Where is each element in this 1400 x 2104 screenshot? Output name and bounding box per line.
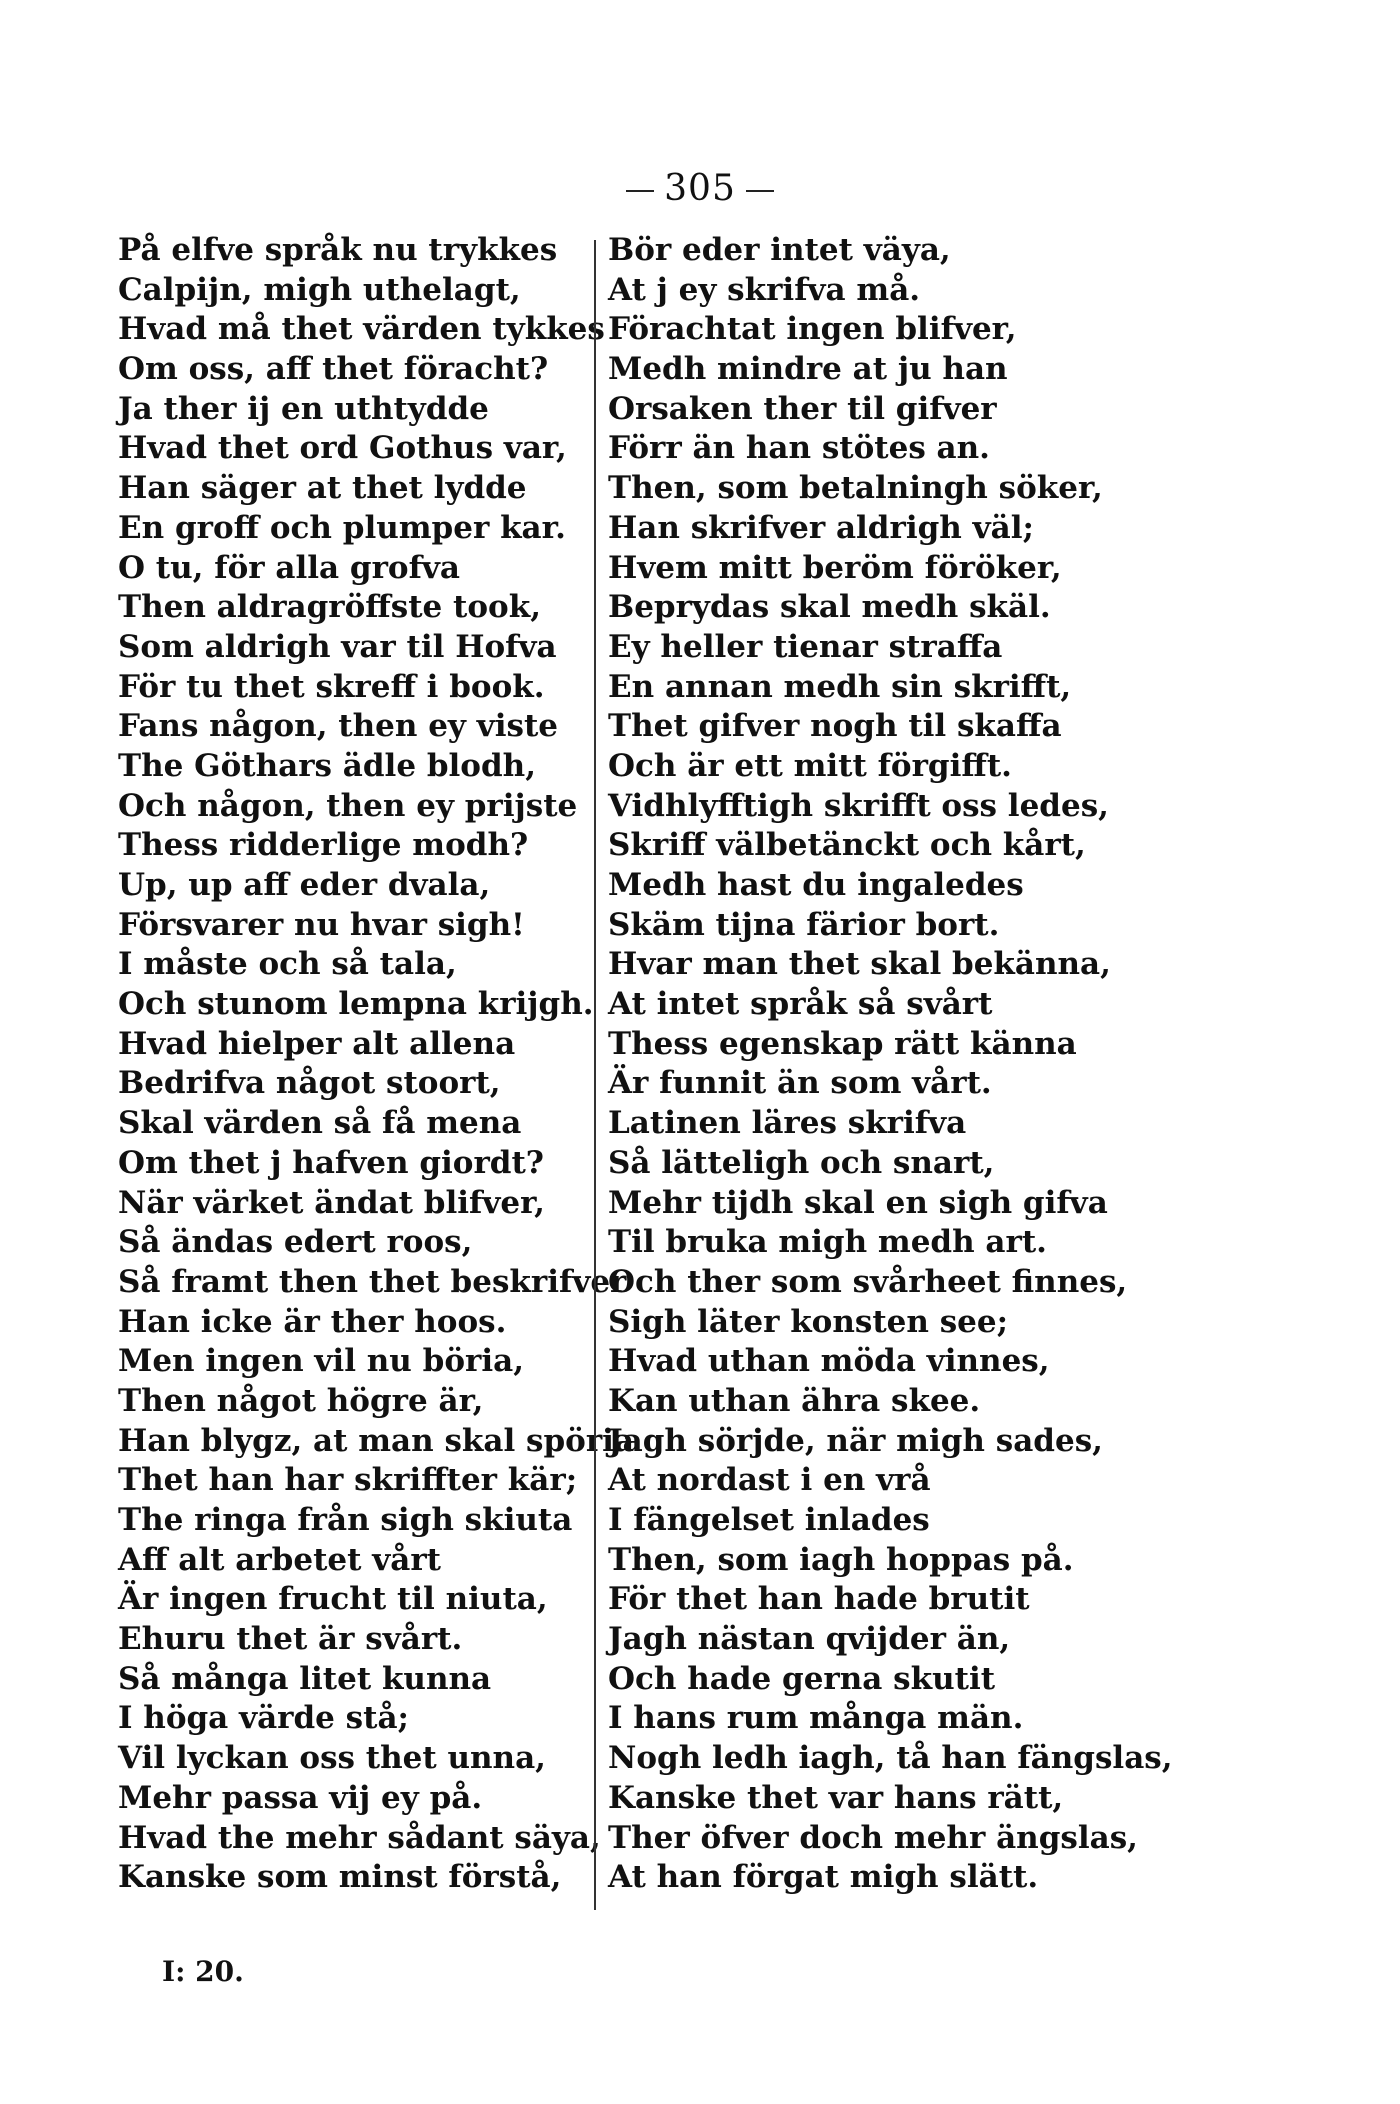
verse-line: Skäm tijna färior bort. [608, 906, 1000, 943]
verse-line: The ringa från sigh skiuta [118, 1502, 573, 1538]
column-divider [594, 240, 596, 1910]
verse-line: Är funnit än som vårt. [608, 1065, 992, 1102]
verse-line: I höga värde stå; [118, 1700, 409, 1737]
verse-line: Om thet j hafven giordt? [118, 1144, 544, 1181]
verse-line: Jagh sörjde, när migh sades, [608, 1422, 1103, 1459]
verse-line: Han blygz, at man skal spöria [118, 1422, 635, 1459]
verse-line: Och någon, then ey prijste [118, 787, 578, 824]
verse-line: För tu thet skreff i book. [118, 668, 545, 705]
verse-line: Han icke är ther hoos. [118, 1303, 507, 1340]
verse-line: I fängelset inlades [608, 1502, 930, 1538]
verse-line: Thet han har skriffter kär; [118, 1462, 578, 1499]
verse-line: Thet gifver nogh til skaffa [608, 708, 1062, 745]
verse-line: Hvem mitt beröm föröker, [608, 549, 1062, 586]
verse-line: At nordast i en vrå [608, 1462, 931, 1499]
printer-signature: I: 20. [162, 1955, 244, 1988]
verse-line: Beprydas skal medh skäl. [608, 589, 1051, 626]
verse-line: Thess ridderlige modh? [118, 827, 529, 864]
page-header [0, 168, 1400, 209]
verse-line: Och ther som svårheet finnes, [608, 1263, 1128, 1300]
verse-line: För thet han hade brutit [608, 1581, 1030, 1618]
verse-line: The Göthars ädle blodh, [118, 747, 536, 784]
verse-line: Som aldrigh var til Hofva [118, 628, 557, 665]
verse-line: Hvad uthan möda vinnes, [608, 1343, 1050, 1380]
verse-line: Hvad the mehr sådant säya, [118, 1819, 601, 1856]
verse-line: Latinen läres skrifva [608, 1105, 967, 1142]
verse-line: Mehr passa vij ey på. [118, 1779, 483, 1816]
verse-line: At han förgat migh slätt. [608, 1859, 1039, 1896]
verse-line: En annan medh sin skrifft, [608, 668, 1072, 705]
verse-line: Vidhlyfftigh skrifft oss ledes, [608, 787, 1109, 824]
verse-line: Ehuru thet är svårt. [118, 1621, 463, 1658]
verse-line: Ther öfver doch mehr ängslas, [608, 1819, 1138, 1856]
verse-line: Skal värden så få mena [118, 1105, 522, 1142]
verse-line: På elfve språk nu trykkes [118, 232, 558, 268]
verse-line: Och hade gerna skutit [608, 1660, 996, 1697]
verse-line: Jagh nästan qvijder än, [608, 1621, 1011, 1658]
verse-line: Then, som betalningh söker, [608, 470, 1103, 507]
verse-line: Ey heller tienar straffa [608, 628, 1003, 665]
verse-line: Skriff välbetänckt och kårt, [608, 827, 1086, 864]
verse-line: Ja ther ij en uthtydde [118, 390, 489, 427]
page-number: 305 [664, 168, 736, 209]
verse-line: Och är ett mitt förgifft. [608, 747, 1012, 784]
verse-line: Mehr tijdh skal en sigh gifva [608, 1184, 1108, 1221]
verse-line: Bedrifva något stoort, [118, 1065, 501, 1102]
verse-line: O tu, för alla grofva [118, 549, 461, 586]
verse-line: Aff alt arbetet vårt [118, 1541, 441, 1578]
verse-line: Orsaken ther til gifver [608, 390, 997, 427]
verse-line: Then aldragröffste took, [118, 589, 541, 626]
verse-line: När värket ändat blifver, [118, 1184, 545, 1221]
verse-line: Then, som iagh hoppas på. [608, 1541, 1074, 1578]
verse-line: Kanske som minst förstå, [118, 1859, 562, 1896]
verse-line: Medh mindre at ju han [608, 351, 1008, 388]
verse-line: Kan uthan ähra skee. [608, 1382, 981, 1419]
verse-line: Bör eder intet väya, [608, 232, 951, 268]
verse-line: Kanske thet var hans rätt, [608, 1779, 1064, 1816]
header-dash-right [746, 190, 774, 192]
right-column [608, 231, 1173, 1898]
verse-line: Sigh läter konsten see; [608, 1303, 1009, 1340]
verse-line: Thess egenskap rätt känna [608, 1025, 1077, 1062]
verse-line: Calpijn, migh uthelagt, [118, 271, 521, 308]
verse-line: Medh hast du ingaledes [608, 867, 1024, 903]
verse-line: Så många litet kunna [118, 1660, 492, 1697]
verse-line: Han skrifver aldrigh väl; [608, 509, 1034, 546]
verse-line: Vil lyckan oss thet unna, [118, 1740, 546, 1777]
verse-line: Förachtat ingen blifver, [608, 311, 1017, 348]
verse-line: At intet språk så svårt [608, 986, 993, 1023]
verse-line: I måste och så tala, [118, 946, 457, 983]
verse-line: Hvad hielper alt allena [118, 1025, 516, 1062]
verse-line: Til bruka migh medh art. [608, 1224, 1047, 1261]
verse-line: Förr än han stötes an. [608, 430, 990, 467]
verse-line: Så ändas edert roos, [118, 1224, 473, 1261]
verse-line: At j ey skrifva må. [608, 271, 921, 308]
verse-line: Fans någon, then ey viste [118, 708, 559, 745]
left-column [118, 231, 635, 1898]
verse-line: Försvarer nu hvar sigh! [118, 906, 525, 943]
verse-line: Hvad thet ord Gothus var, [118, 430, 567, 467]
verse-line: Men ingen vil nu böria, [118, 1343, 524, 1380]
verse-line: Och stunom lempna krijgh. [118, 986, 594, 1023]
header-dash-left [626, 190, 654, 192]
verse-line: Så framt then thet beskrifver [118, 1263, 627, 1300]
verse-line: Nogh ledh iagh, tå han fängslas, [608, 1740, 1173, 1777]
verse-line: Up, up aff eder dvala, [118, 867, 491, 903]
verse-line: Är ingen frucht til niuta, [118, 1581, 548, 1618]
verse-line: Så lätteligh och snart, [608, 1144, 995, 1181]
verse-line: Om oss, aff thet föracht? [118, 351, 549, 388]
verse-line: Hvad må thet värden tykkes [118, 311, 605, 348]
verse-line: Then något högre är, [118, 1382, 484, 1419]
verse-line: Han säger at thet lydde [118, 470, 527, 507]
verse-line: I hans rum många män. [608, 1700, 1024, 1737]
verse-line: En groff och plumper kar. [118, 509, 566, 546]
verse-line: Hvar man thet skal bekänna, [608, 946, 1111, 983]
